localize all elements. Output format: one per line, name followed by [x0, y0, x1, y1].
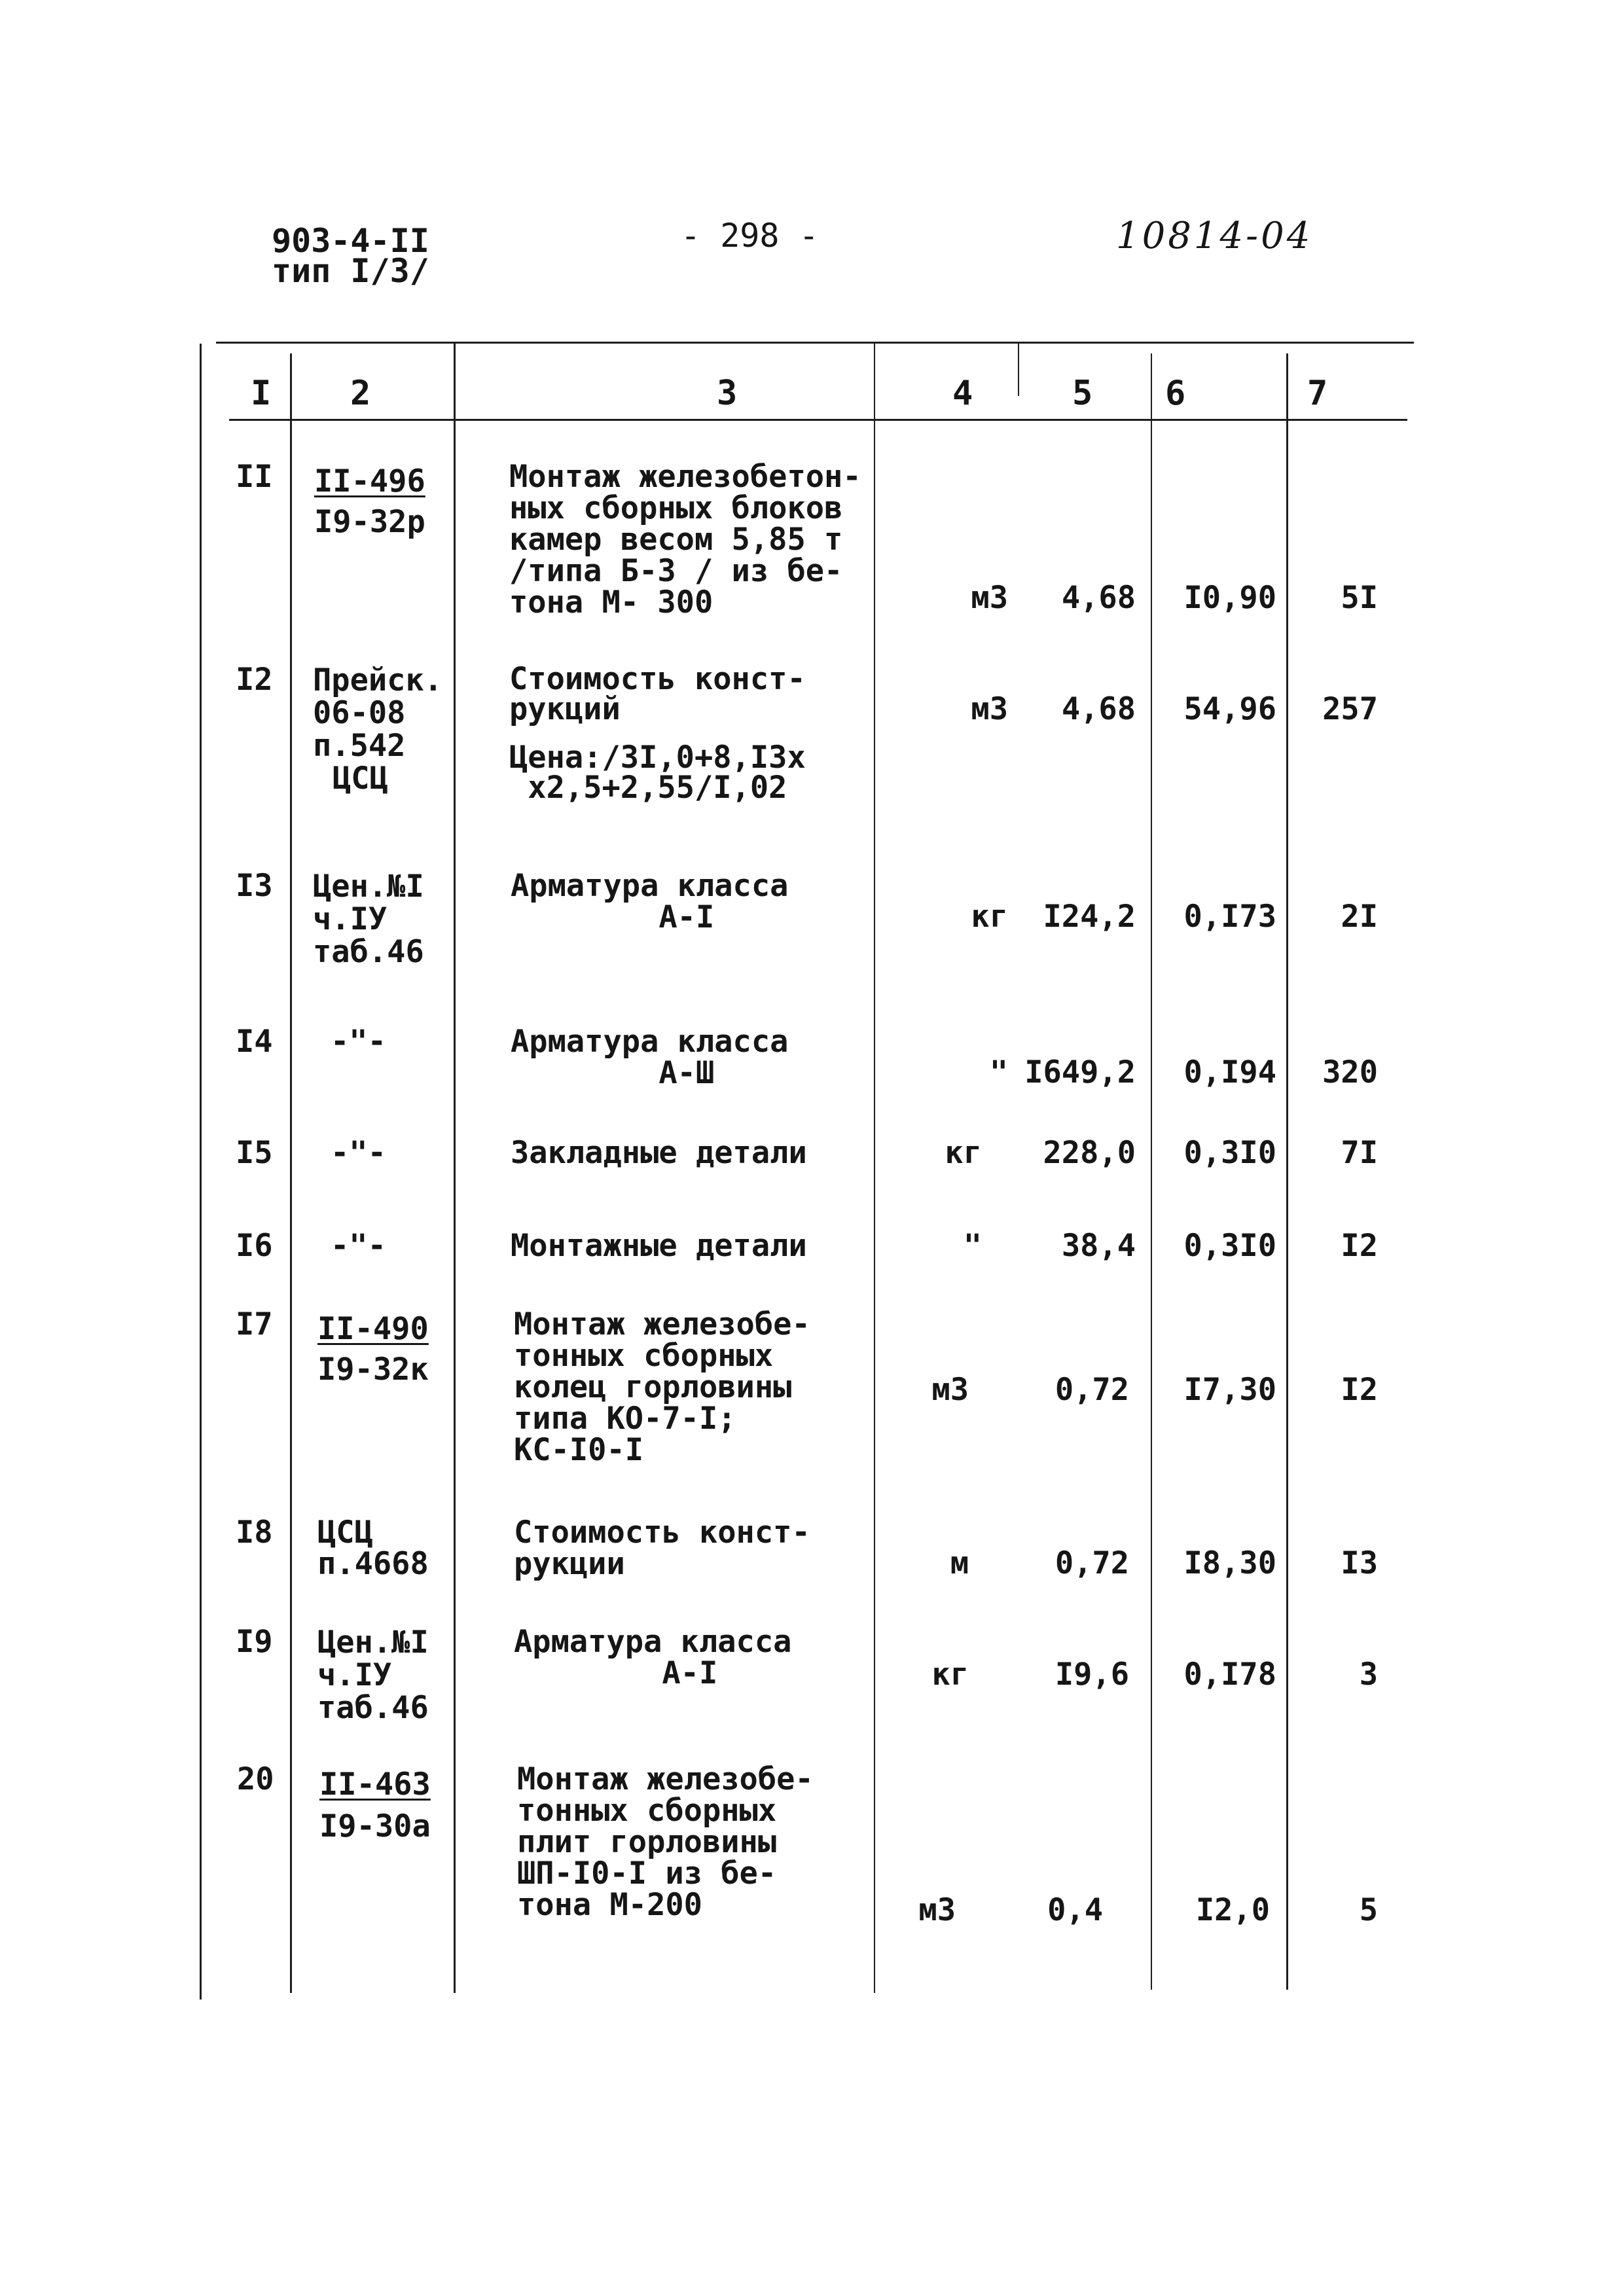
row-total: 5I — [1341, 580, 1378, 616]
row-unit: кг — [945, 1135, 982, 1171]
document-code-line-2: тип I/3/ — [272, 252, 429, 290]
row-total: 3 — [1359, 1657, 1378, 1693]
document-code — [272, 222, 468, 290]
row-quantity: I649,2 — [1024, 1054, 1136, 1090]
row-unit: " — [963, 1228, 982, 1264]
column-number-5: 5 — [1072, 374, 1093, 413]
row-number: II — [236, 459, 273, 495]
row-description: Монтаж железобетон- ных сборных блоков камер весом 5,85 т /типа Б-3 / из бе- тона М- 300 — [509, 459, 861, 620]
handwritten-stamp: 10814-04 — [1116, 215, 1313, 257]
page-number: - 298 - — [681, 217, 819, 255]
column-divider-3 — [874, 344, 875, 1993]
row-reference: -"- — [331, 1135, 386, 1171]
row-unit-price: I8,30 — [1183, 1545, 1276, 1581]
row-number: I5 — [236, 1135, 273, 1171]
column-number-3: 3 — [717, 374, 738, 413]
row-unit-price: 0,I78 — [1183, 1657, 1276, 1693]
row-description: Арматура класса А-I — [514, 1624, 792, 1691]
row-quantity: I9,6 — [1055, 1657, 1129, 1693]
row-reference: II-490 I9-32к — [317, 1311, 429, 1388]
row-reference: Цен.№I ч.IУ таб.46 — [313, 869, 424, 970]
column-divider-4 — [1018, 344, 1019, 396]
row-unit: м3 — [918, 1892, 956, 1928]
document-code-line-1: 903-4-II — [272, 222, 429, 260]
row-number: I9 — [236, 1624, 273, 1660]
row-unit: м3 — [971, 691, 1008, 727]
column-number-1: I — [251, 374, 272, 413]
row-unit-price: 0,I94 — [1183, 1054, 1276, 1090]
row-number: I6 — [236, 1228, 273, 1264]
row-total: 5 — [1359, 1892, 1378, 1928]
row-description: Арматура класса А-Ш — [511, 1024, 789, 1091]
row-number: I3 — [236, 868, 273, 904]
table-top-rule — [216, 342, 1414, 344]
row-total: 2I — [1341, 899, 1378, 935]
column-number-2: 2 — [350, 374, 371, 413]
row-unit-price: 0,3I0 — [1183, 1135, 1276, 1171]
row-unit: " — [989, 1054, 1008, 1090]
row-quantity: 0,72 — [1055, 1372, 1129, 1408]
table-left-border — [200, 344, 202, 2000]
row-description: Монтаж железобе- тонных сборных плит горловины ШП-I0-I из бе- тона М-200 — [517, 1761, 814, 1923]
column-number-6: 6 — [1165, 374, 1186, 413]
row-reference: II-496 I9-32р — [314, 463, 425, 540]
column-number-4: 4 — [952, 374, 973, 413]
row-quantity: 0,72 — [1055, 1545, 1129, 1581]
table-header-rule — [229, 419, 1407, 421]
row-description: Стоимость конст- рукций Цена:/3I,0+8,I3x x2,5+2,55/I,02 — [509, 661, 806, 806]
row-description: Закладные детали — [511, 1135, 807, 1171]
row-total: I3 — [1341, 1545, 1378, 1581]
row-unit-price: 0,I73 — [1183, 899, 1276, 935]
column-divider-5 — [1151, 353, 1152, 1990]
row-reference: -"- — [331, 1024, 386, 1060]
row-number: 20 — [237, 1761, 274, 1797]
row-unit-price: I7,30 — [1183, 1372, 1276, 1408]
row-reference: ЦСЦ п.4668 — [317, 1515, 429, 1582]
row-quantity: 4,68 — [1061, 580, 1136, 616]
row-unit: кг — [931, 1657, 969, 1693]
row-reference: Прейск. 06-08 п.542 ЦСЦ — [313, 662, 443, 797]
row-unit: кг — [971, 899, 1008, 935]
row-description: Монтажные детали — [511, 1228, 807, 1264]
row-unit-price: 54,96 — [1183, 691, 1276, 727]
row-number: I4 — [236, 1024, 273, 1060]
row-reference: II-463 I9-30а — [319, 1767, 431, 1844]
row-total: I2 — [1341, 1228, 1378, 1264]
row-reference: -"- — [331, 1228, 386, 1264]
row-quantity: I24,2 — [1043, 899, 1136, 935]
row-quantity: 0,4 — [1047, 1892, 1103, 1928]
row-unit: м3 — [971, 580, 1008, 616]
row-total: 7I — [1341, 1135, 1378, 1171]
row-description: Монтаж железобе- тонных сборных колец горловины типа КО-7-I; КС-I0-I — [514, 1306, 810, 1468]
row-unit-price: I2,0 — [1195, 1892, 1270, 1928]
row-total: 320 — [1322, 1054, 1378, 1090]
row-number: I8 — [236, 1515, 273, 1551]
row-unit-price: 0,3I0 — [1183, 1228, 1276, 1264]
row-reference: Цен.№I ч.IУ таб.46 — [317, 1624, 429, 1726]
row-unit: м3 — [931, 1372, 969, 1408]
row-total: I2 — [1341, 1372, 1378, 1408]
column-divider-6 — [1286, 353, 1288, 1990]
row-quantity: 4,68 — [1061, 691, 1136, 727]
row-total: 257 — [1322, 691, 1378, 727]
row-quantity: 38,4 — [1061, 1228, 1136, 1264]
row-number: I2 — [236, 662, 273, 698]
row-number: I7 — [236, 1306, 273, 1342]
row-unit-price: I0,90 — [1183, 580, 1276, 616]
column-divider-1 — [290, 353, 292, 1993]
column-number-7: 7 — [1307, 374, 1328, 413]
column-divider-2 — [454, 344, 456, 1993]
row-description: Арматура класса А-I — [511, 868, 789, 935]
row-unit: м — [950, 1545, 969, 1581]
row-description: Стоимость конст- рукции — [514, 1515, 810, 1582]
row-quantity: 228,0 — [1043, 1135, 1136, 1171]
